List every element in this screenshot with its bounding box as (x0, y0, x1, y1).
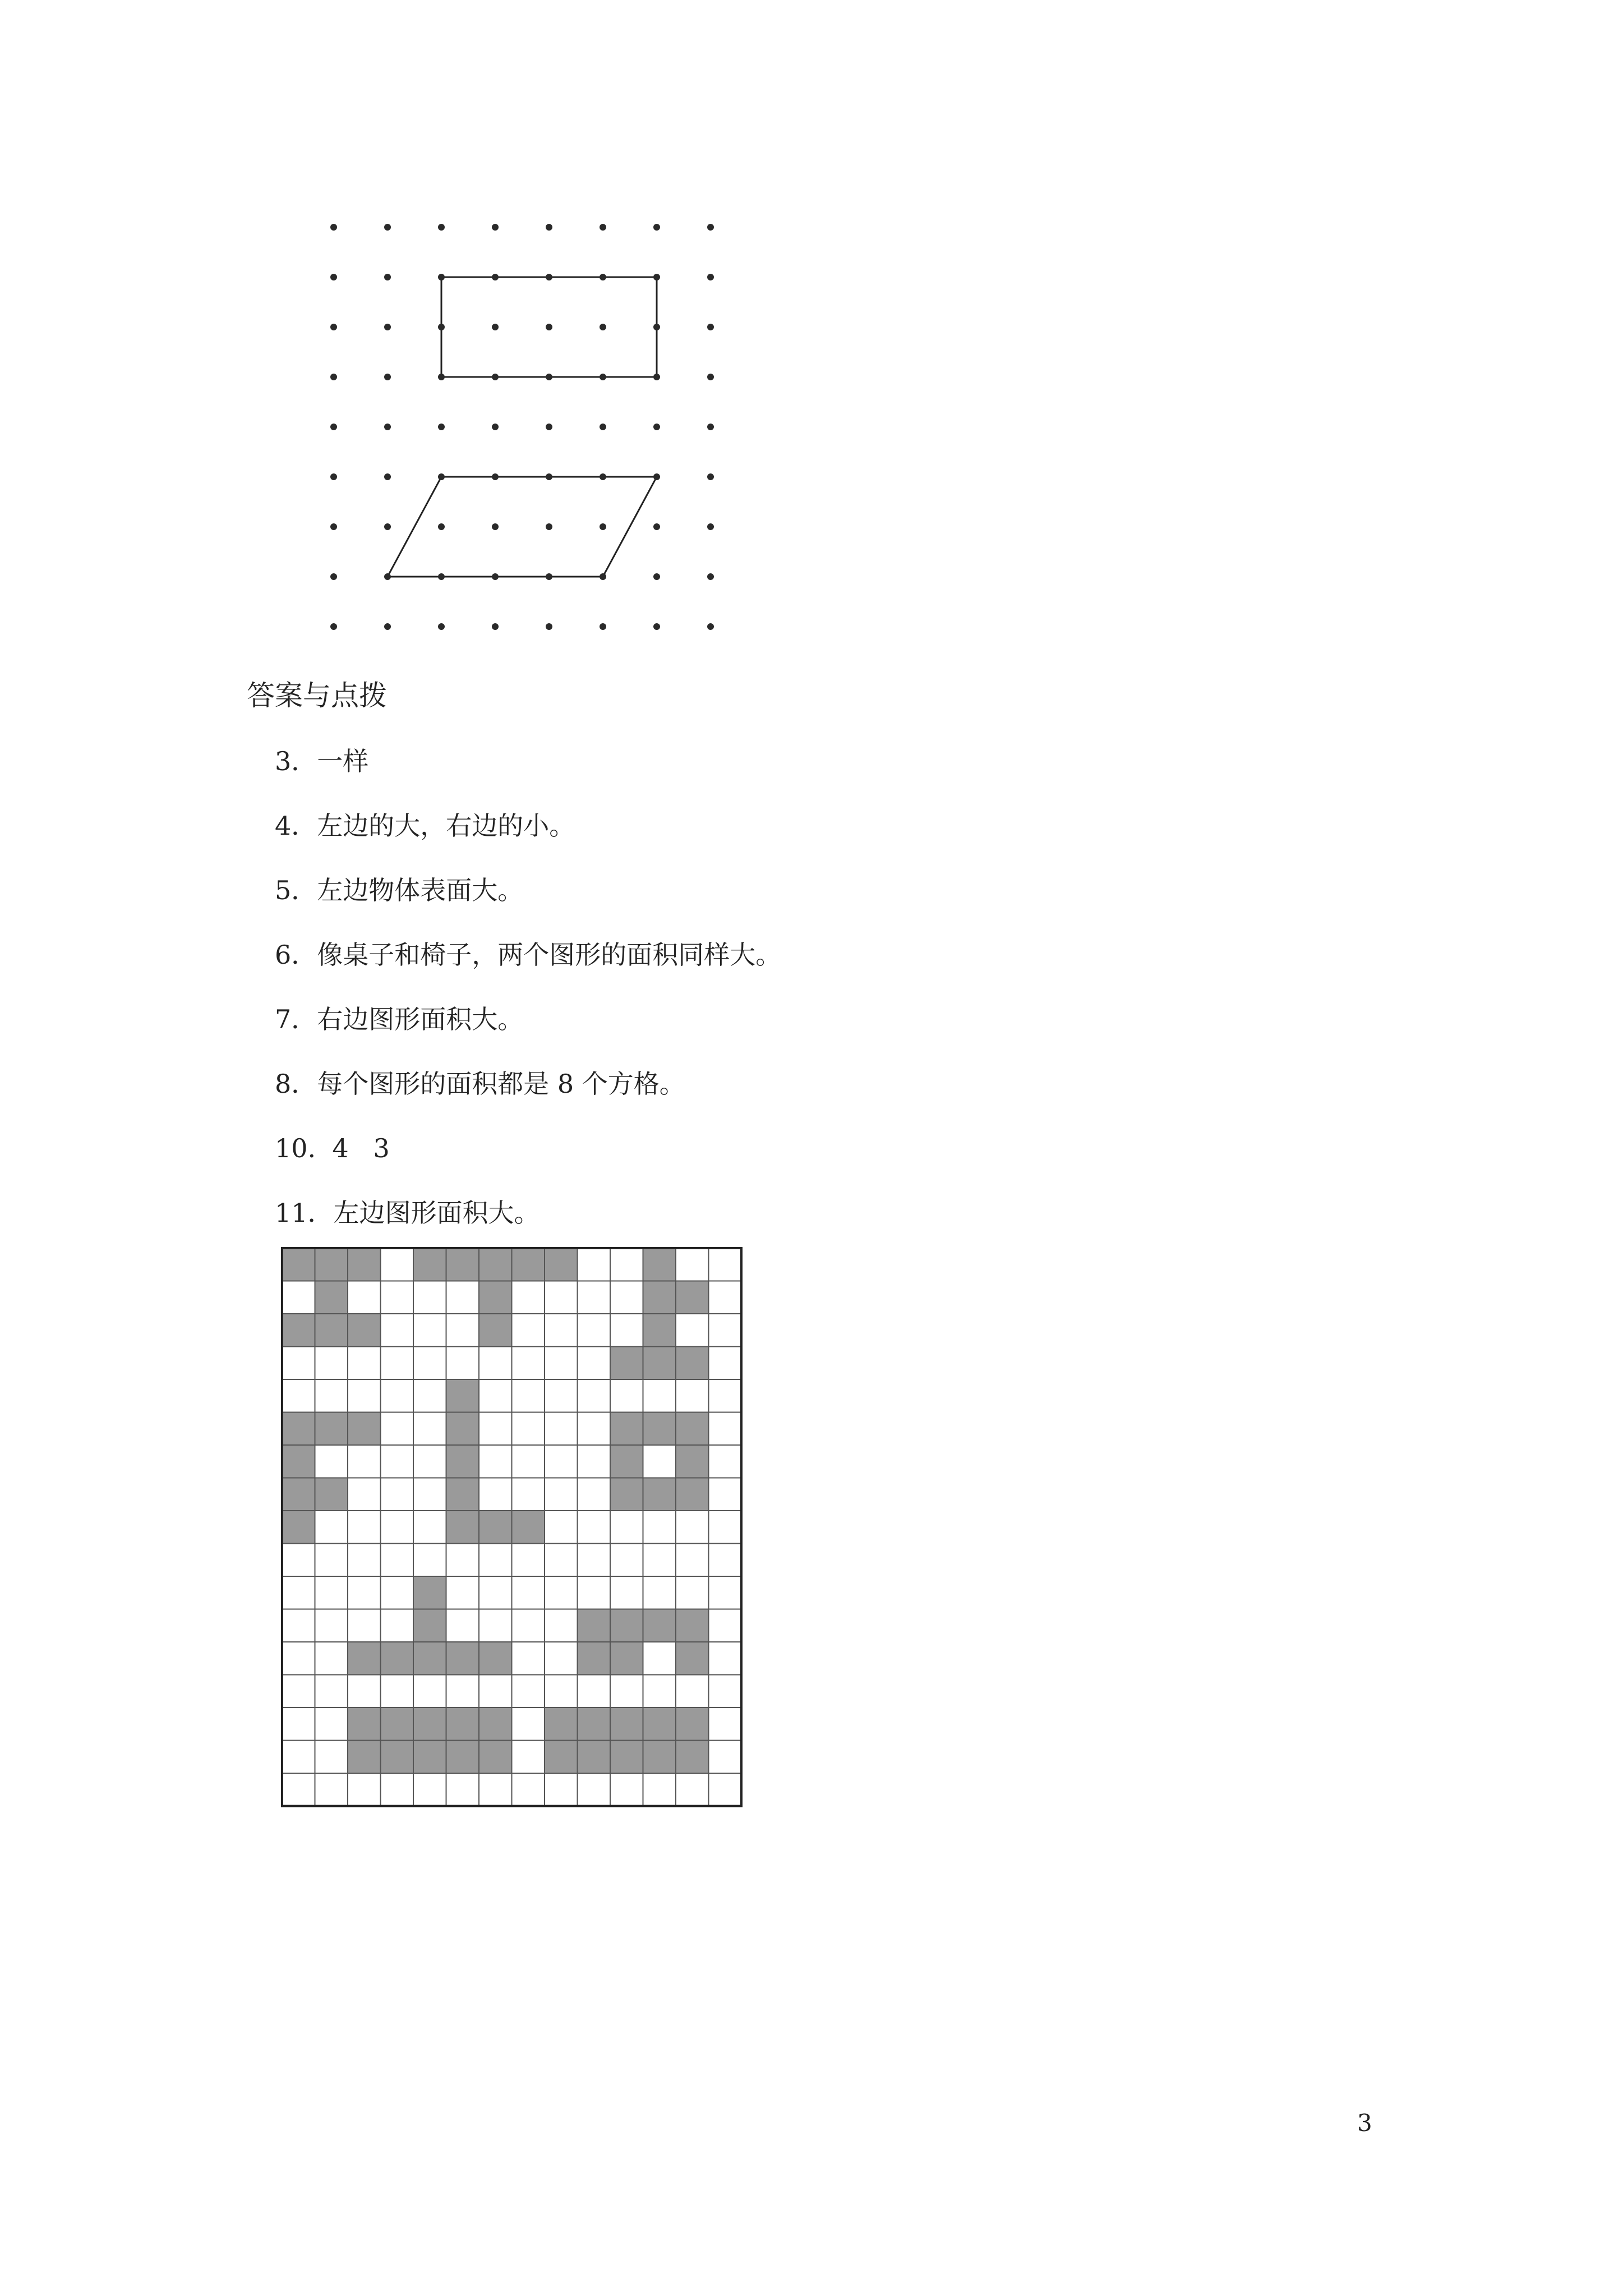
grid-dot (492, 424, 499, 430)
shaded-cell (479, 1314, 512, 1347)
grid-dot (384, 473, 391, 480)
grid-dot (600, 374, 606, 380)
shaded-cell (315, 1314, 348, 1347)
shaded-cell (348, 1642, 381, 1675)
shaded-cell (413, 1609, 446, 1642)
shaded-cell (479, 1642, 512, 1675)
shaded-cell (610, 1445, 643, 1478)
shaded-cell (282, 1445, 315, 1478)
shaded-cell (446, 1708, 479, 1741)
shaded-cell (676, 1609, 709, 1642)
grid-dot (330, 424, 337, 430)
shaded-cell (348, 1412, 381, 1446)
grid-dot (438, 523, 445, 530)
grid-dot (707, 324, 714, 330)
grid-dot (600, 473, 606, 480)
shaded-cell (610, 1347, 643, 1380)
shaded-cell (643, 1609, 676, 1642)
grid-dot (600, 573, 606, 580)
grid-dot (492, 473, 499, 480)
answer-item: 6．像桌子和椅子，两个图形的面积同样大。 (275, 940, 782, 970)
grid-dot (600, 324, 606, 330)
grid-dot (707, 473, 714, 480)
shaded-cell (413, 1708, 446, 1741)
grid-dot (384, 623, 391, 630)
shaded-cell (643, 1741, 676, 1774)
grid-dot (653, 224, 660, 231)
shaded-cell (413, 1741, 446, 1774)
shaded-cell (446, 1511, 479, 1544)
answer-item: 10. 4 3 (275, 1133, 390, 1163)
grid-dot (600, 424, 606, 430)
shaded-cell (578, 1642, 611, 1675)
shaded-cell (446, 1248, 479, 1281)
shaded-cell (348, 1708, 381, 1741)
grid-dot (707, 623, 714, 630)
grid-dot (384, 374, 391, 380)
grid-dot (492, 523, 499, 530)
shaded-cell (676, 1412, 709, 1446)
shaded-cell (610, 1478, 643, 1511)
grid-dot (492, 274, 499, 280)
grid-dot (330, 324, 337, 330)
shaded-cell (676, 1741, 709, 1774)
grid-dot (492, 374, 499, 380)
answer-item: 4．左边的大，右边的小。 (275, 811, 575, 841)
grid-dot (546, 523, 552, 530)
shaded-cell (676, 1708, 709, 1741)
grid-dot (438, 473, 445, 480)
shaded-cell (446, 1412, 479, 1446)
grid-dot (600, 274, 606, 280)
grid-dot (546, 274, 552, 280)
shaded-cell (578, 1609, 611, 1642)
grid-dot (438, 573, 445, 580)
grid-dot (492, 324, 499, 330)
shaded-cell (643, 1708, 676, 1741)
answer-item: 5．左边物体表面大。 (275, 875, 524, 905)
shaded-cell (676, 1347, 709, 1380)
shaded-cell (348, 1248, 381, 1281)
grid-dot (653, 424, 660, 430)
shaded-cell (610, 1412, 643, 1446)
grid-dot (438, 274, 445, 280)
shaded-cell (545, 1708, 578, 1741)
shaded-cell (479, 1511, 512, 1544)
shaded-cell (479, 1741, 512, 1774)
shaded-cell (315, 1478, 348, 1511)
shaded-cell (643, 1412, 676, 1446)
shaded-cell (610, 1708, 643, 1741)
shaded-cell (446, 1478, 479, 1511)
grid-dot (707, 573, 714, 580)
grid-dot (707, 523, 714, 530)
shaded-cell (381, 1642, 414, 1675)
grid-dot (438, 424, 445, 430)
shaded-cell (643, 1478, 676, 1511)
answer-item: 11．左边图形面积大。 (275, 1198, 540, 1228)
shaded-cell (348, 1314, 381, 1347)
grid-dot (384, 424, 391, 430)
grid-dot (707, 374, 714, 380)
shaded-cell (381, 1708, 414, 1741)
grid-dot (653, 274, 660, 280)
grid-dot (546, 424, 552, 430)
shaded-cell (315, 1412, 348, 1446)
shaded-cell (676, 1445, 709, 1478)
grid-dot (330, 473, 337, 480)
shaded-cell (479, 1248, 512, 1281)
shaded-cell (446, 1379, 479, 1412)
shaded-cell (676, 1478, 709, 1511)
grid-dot (653, 324, 660, 330)
shaded-cell (282, 1511, 315, 1544)
grid-dot (546, 473, 552, 480)
grid-dot (330, 374, 337, 380)
grid-dot (384, 523, 391, 530)
grid-dot (438, 324, 445, 330)
shaded-cell (282, 1314, 315, 1347)
shaded-cell (676, 1281, 709, 1314)
shaded-cell (643, 1248, 676, 1281)
grid-dot (384, 224, 391, 231)
grid-dot (330, 573, 337, 580)
grid-dot (492, 573, 499, 580)
shaded-cell (446, 1642, 479, 1675)
shaded-cell (676, 1642, 709, 1675)
grid-dot (600, 523, 606, 530)
grid-dot (330, 274, 337, 280)
shaded-cell (545, 1248, 578, 1281)
grid-dot (384, 274, 391, 280)
shaded-cell (479, 1708, 512, 1741)
shaded-cell (413, 1248, 446, 1281)
shaded-cell (282, 1248, 315, 1281)
answer-item: 8．每个图形的面积都是 8 个方格。 (275, 1069, 685, 1099)
grid-dot (600, 623, 606, 630)
grid-dot (653, 523, 660, 530)
grid-dot (546, 573, 552, 580)
shaded-cell (512, 1248, 545, 1281)
shaded-cell (479, 1281, 512, 1314)
answer-item: 3．一样 (275, 746, 369, 776)
shaded-cell (545, 1741, 578, 1774)
shaded-cell (643, 1281, 676, 1314)
square-grid-figure (279, 1245, 756, 1840)
grid-dot (546, 623, 552, 630)
shaded-cell (315, 1281, 348, 1314)
shaded-cell (315, 1248, 348, 1281)
shaded-cell (446, 1741, 479, 1774)
grid-dot (492, 623, 499, 630)
shaded-cell (610, 1609, 643, 1642)
grid-dot (438, 224, 445, 231)
answer-item: 7．右边图形面积大。 (275, 1004, 524, 1034)
shaded-cell (381, 1741, 414, 1774)
shaded-cell (643, 1347, 676, 1380)
shaded-cell (512, 1511, 545, 1544)
shaded-cell (282, 1478, 315, 1511)
grid-dot (600, 224, 606, 231)
grid-dot (653, 374, 660, 380)
shaded-cell (348, 1741, 381, 1774)
grid-dot (384, 324, 391, 330)
grid-dot (707, 224, 714, 231)
grid-dot (546, 374, 552, 380)
shaded-cell (610, 1642, 643, 1675)
grid-dot (546, 324, 552, 330)
shaded-cell (413, 1576, 446, 1609)
grid-dot (438, 623, 445, 630)
grid-dot (707, 274, 714, 280)
shaded-cell (446, 1445, 479, 1478)
grid-dot (653, 473, 660, 480)
grid-dot (492, 224, 499, 231)
grid-dot (546, 224, 552, 231)
grid-dot (330, 224, 337, 231)
shaded-cell (578, 1708, 611, 1741)
parallelogram-shape (388, 477, 657, 577)
grid-dot (438, 374, 445, 380)
dot-grid-figure (308, 213, 791, 645)
grid-dot (330, 523, 337, 530)
page-number: 3 (1357, 2109, 1372, 2137)
grid-dot (707, 424, 714, 430)
shaded-cell (413, 1642, 446, 1675)
shaded-cell (610, 1741, 643, 1774)
grid-dot (653, 623, 660, 630)
grid-dot (384, 573, 391, 580)
answer-section-title: 答案与点拨 (247, 679, 387, 712)
grid-dot (330, 623, 337, 630)
shaded-cell (578, 1741, 611, 1774)
shaded-cell (282, 1412, 315, 1446)
shaded-cell (643, 1314, 676, 1347)
grid-dot (653, 573, 660, 580)
